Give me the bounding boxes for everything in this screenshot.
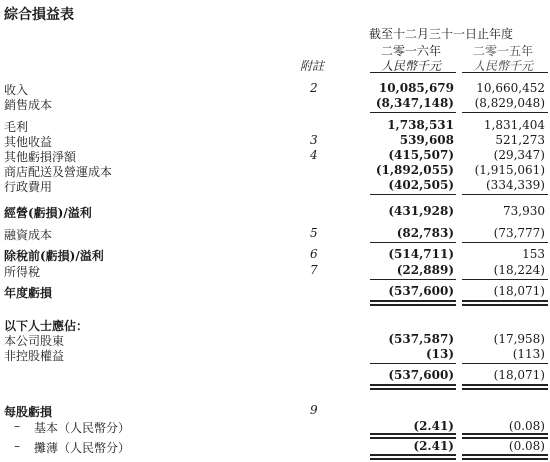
- row-label: 除稅前(虧損)/溢利: [4, 249, 104, 263]
- row-note: 9: [310, 403, 318, 417]
- row-label: 其他虧損淨額: [4, 150, 77, 164]
- double-underline-prior: [462, 433, 548, 435]
- row-label: 每股虧損: [4, 405, 53, 419]
- row-label: 非控股權益: [4, 349, 65, 363]
- row-operating-result: [0, 204, 550, 218]
- value-current: (431,928): [388, 204, 454, 218]
- underline-prior: [462, 194, 548, 195]
- value-current: 1,738,531: [387, 118, 454, 132]
- value-current: (22,889): [396, 263, 454, 277]
- row-attributable-total: [0, 368, 550, 382]
- value-current: (8,347,148): [375, 96, 454, 110]
- row-label: 毛利: [4, 120, 29, 134]
- header-underline-prior: [462, 72, 548, 73]
- row-label: 其他收益: [4, 135, 53, 149]
- value-current: (1,892,055): [375, 163, 454, 177]
- value-current: (537,587): [388, 332, 454, 346]
- row-loss-for-year: [0, 284, 550, 298]
- row-finance-costs: [0, 226, 550, 240]
- double-underline-prior: [462, 454, 548, 456]
- dash-marker: –: [14, 419, 20, 433]
- value-current: 539,608: [399, 133, 454, 147]
- value-prior: (18,224): [493, 263, 545, 277]
- value-current: (514,711): [388, 247, 454, 261]
- underline-current: [370, 279, 456, 280]
- period-header: 截至十二月三十一日止年度: [368, 27, 513, 41]
- double-underline-current: [370, 433, 456, 435]
- row-loss-per-share: [0, 403, 550, 417]
- row-label: 融資成本: [4, 228, 53, 242]
- row-note: 3: [310, 133, 318, 147]
- row-label: 商店配送及營運成本: [4, 165, 113, 179]
- row-note: 5: [310, 226, 318, 240]
- value-prior: (17,958): [493, 332, 545, 346]
- value-prior: (29,347): [493, 148, 545, 162]
- double-underline-current: [370, 454, 456, 456]
- row-note: 2: [310, 81, 318, 95]
- value-prior: (8,829,048): [474, 96, 545, 110]
- value-current: (402,505): [388, 178, 454, 192]
- value-prior: (334,339): [486, 178, 545, 192]
- unit-current-header: 人民幣千元: [380, 59, 441, 73]
- row-basic-eps: [0, 419, 550, 433]
- value-prior: 73,930: [503, 204, 545, 218]
- value-prior: (18,071): [493, 284, 545, 298]
- value-prior: (73,777): [493, 226, 545, 240]
- dash-marker: –: [14, 439, 20, 453]
- value-current: (2.41): [413, 439, 454, 453]
- row-gross-profit: [0, 118, 550, 132]
- row-non-controlling: [0, 347, 550, 361]
- row-other-losses: [0, 148, 550, 162]
- value-current: (2.41): [413, 419, 454, 433]
- row-note: 7: [310, 263, 318, 277]
- value-prior: 153: [522, 247, 545, 261]
- value-prior: 1,831,404: [483, 118, 545, 132]
- value-current: (415,507): [388, 148, 454, 162]
- value-prior: 10,660,452: [476, 81, 545, 95]
- underline-prior: [462, 112, 548, 113]
- value-prior: (1,915,061): [474, 163, 545, 177]
- double-underline-prior: [462, 388, 548, 390]
- underline-current: [370, 242, 456, 243]
- row-label: 銷售成本: [4, 98, 53, 112]
- underline-current: [370, 112, 456, 113]
- row-admin-expenses: [0, 178, 550, 192]
- note-column-header: 附註: [300, 59, 325, 73]
- row-label: 攤薄（人民幣分）: [34, 441, 131, 455]
- row-store-costs: [0, 163, 550, 177]
- row-label: 所得稅: [4, 265, 41, 279]
- row-label: 經營(虧損)/溢利: [4, 206, 92, 220]
- row-pre-tax-result: [0, 247, 550, 261]
- row-note: 6: [310, 247, 318, 261]
- underline-prior: [462, 363, 548, 364]
- year-current-header: 二零一六年: [380, 44, 441, 58]
- header-underline-current: [370, 72, 456, 73]
- value-current: 10,085,679: [378, 81, 454, 95]
- underline-current: [370, 363, 456, 364]
- row-cost-of-sales: [0, 96, 550, 110]
- value-prior: (18,071): [493, 368, 545, 382]
- row-income-tax: [0, 263, 550, 277]
- row-attributable-heading: [0, 317, 550, 331]
- double-underline-prior: [462, 304, 548, 306]
- row-label: 本公司股東: [4, 334, 65, 348]
- value-prior: (0.08): [508, 419, 545, 433]
- row-diluted-eps: [0, 439, 550, 453]
- row-label: 年度虧損: [4, 286, 53, 300]
- value-current: (537,600): [388, 284, 454, 298]
- double-underline-prior: [462, 384, 548, 386]
- row-owners: [0, 332, 550, 346]
- underline-prior: [462, 279, 548, 280]
- double-underline-prior: [462, 458, 548, 460]
- row-label: 行政費用: [4, 180, 53, 194]
- value-current: (537,600): [388, 368, 454, 382]
- double-underline-current: [370, 458, 456, 460]
- double-underline-current: [370, 304, 456, 306]
- row-label: 收入: [4, 83, 29, 97]
- row-label: 以下人士應佔：: [4, 319, 89, 333]
- value-prior: (113): [512, 347, 545, 361]
- value-prior: (0.08): [508, 439, 545, 453]
- value-current: (82,783): [396, 226, 454, 240]
- underline-current: [370, 194, 456, 195]
- double-underline-current: [370, 300, 456, 302]
- statement-title: 綜合損益表: [4, 7, 74, 23]
- double-underline-current: [370, 388, 456, 390]
- year-prior-header: 二零一五年: [472, 44, 533, 58]
- value-prior: 521,273: [495, 133, 545, 147]
- value-current: (13): [425, 347, 454, 361]
- underline-prior: [462, 242, 548, 243]
- double-underline-current: [370, 384, 456, 386]
- row-other-income: [0, 133, 550, 147]
- row-revenue: [0, 81, 550, 95]
- double-underline-prior: [462, 300, 548, 302]
- row-label: 基本（人民幣分）: [34, 421, 131, 435]
- row-note: 4: [310, 148, 318, 162]
- unit-prior-header: 人民幣千元: [472, 59, 533, 73]
